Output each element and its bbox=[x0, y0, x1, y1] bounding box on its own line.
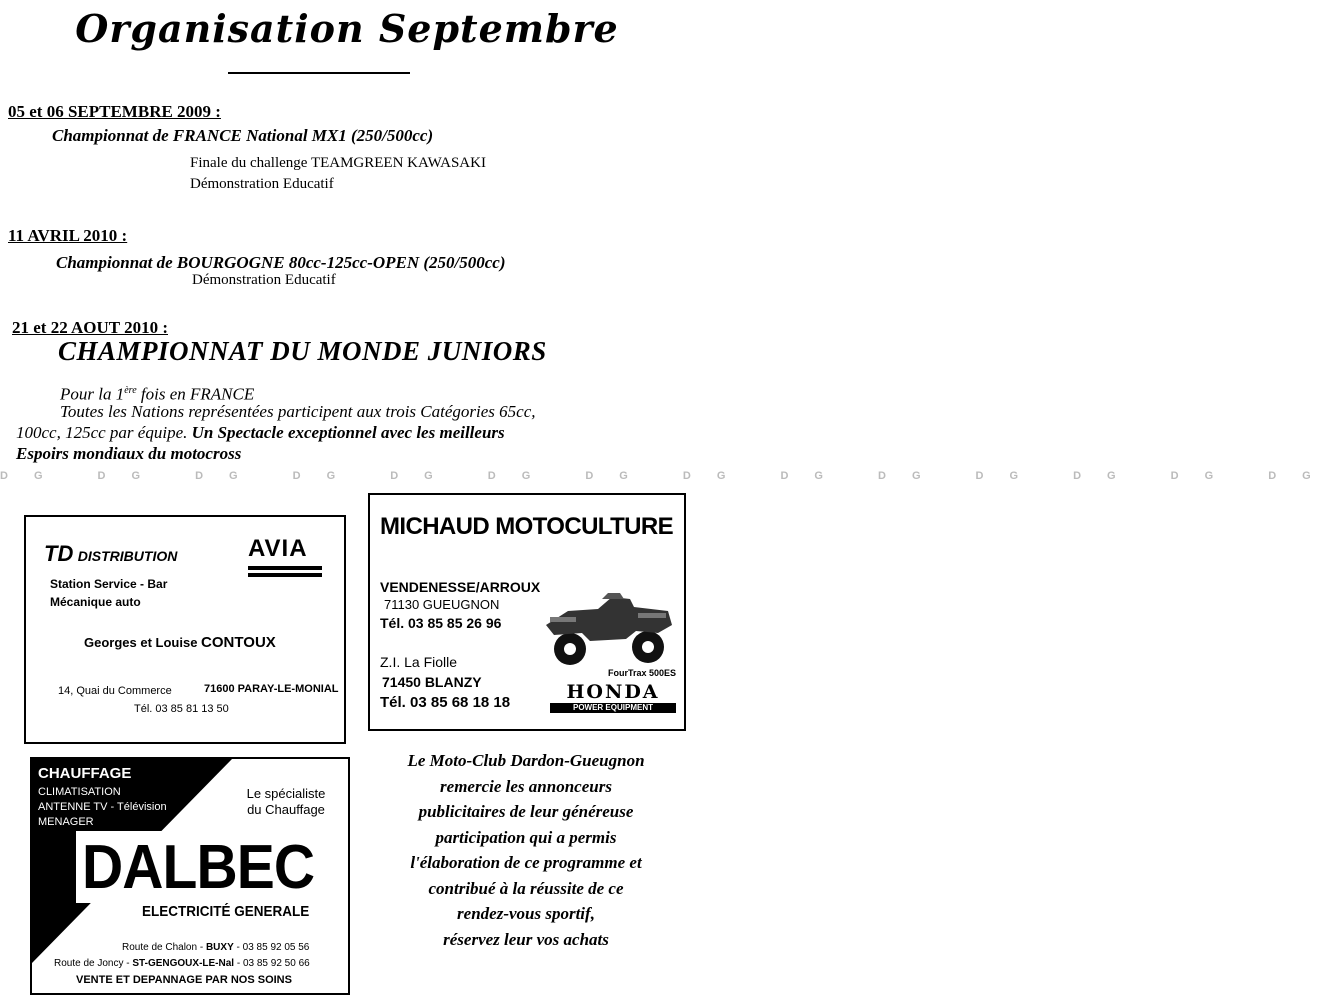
td-service: Station Service - Bar bbox=[50, 577, 168, 591]
dalbec-category: CLIMATISATION bbox=[38, 786, 121, 798]
dalbec-category: ANTENNE TV - Télévision bbox=[38, 801, 167, 813]
closing-message: Le Moto-Club Dardon-Gueugnon remercie les annonceurs publicitaires de leur généreuse participation qui a permis l'élaboration de ce programme et contribué à la réussite de ce rendez-vous sportif, réservez leur vos achats bbox=[407, 751, 645, 949]
event-date: 05 et 06 SEPTEMBRE 2009 : bbox=[8, 102, 221, 121]
dalbec-category: CHAUFFAGE bbox=[38, 765, 132, 782]
ad-dalbec bbox=[30, 757, 350, 995]
event-detail: Finale du challenge TEAMGREEN KAWASAKI bbox=[190, 155, 486, 171]
dalbec-footer: VENTE ET DEPANNAGE PAR NOS SOINS bbox=[76, 974, 292, 986]
michaud-phone: Tél. 03 85 68 18 18 bbox=[380, 694, 511, 711]
td-service: Mécanique auto bbox=[50, 595, 141, 609]
event-date: 11 AVRIL 2010 : bbox=[8, 226, 128, 245]
td-address: 14, Quai du Commerce bbox=[58, 685, 172, 697]
page-title: Organisation Septembre bbox=[75, 6, 619, 51]
td-owners: Georges et Louise CONTOUX bbox=[84, 634, 276, 651]
michaud-location: Z.I. La Fiolle bbox=[380, 654, 458, 670]
event-date: 21 et 22 AOUT 2010 : bbox=[12, 318, 168, 337]
michaud-location: VENDENESSE/ARROUX bbox=[380, 579, 541, 595]
ad-td-distribution bbox=[24, 515, 346, 744]
dalbec-address: Route de Joncy - ST-GENGOUX-LE-Nal - 03 85 92 50 66 bbox=[54, 958, 310, 969]
michaud-title: MICHAUD MOTOCULTURE bbox=[380, 513, 674, 540]
td-brand: TD DISTRIBUTION bbox=[44, 541, 178, 566]
event-text: Espoirs mondiaux du motocross bbox=[16, 444, 242, 463]
atv-model: FourTrax 500ES bbox=[608, 668, 677, 678]
michaud-location: 71130 GUEUGNON bbox=[384, 597, 500, 612]
td-city: 71600 PARAY-LE-MONIAL bbox=[204, 683, 339, 695]
honda-logo: HONDA POWER EQUIPMENT bbox=[550, 681, 676, 713]
event-championship: Championnat de BOURGOGNE 80cc-125cc-OPEN (250/500cc) bbox=[56, 253, 506, 272]
atv-illustration bbox=[538, 591, 678, 667]
title-underline bbox=[228, 72, 410, 74]
ad-michaud-motoculture bbox=[368, 493, 686, 731]
dalbec-specialist: Le spécialiste du Chauffage bbox=[246, 786, 326, 817]
event-text: Toutes les Nations représentées participent aux trois Catégories 65cc, bbox=[60, 402, 536, 421]
event-detail: Démonstration Educatif bbox=[190, 176, 334, 192]
dalbec-name: DALBEC bbox=[82, 833, 315, 902]
event-championship: CHAMPIONNAT DU MONDE JUNIORS bbox=[58, 336, 547, 366]
michaud-phone: Tél. 03 85 85 26 96 bbox=[380, 615, 502, 631]
dalbec-tagline: ELECTRICITÉ GENERALE bbox=[142, 903, 310, 920]
avia-logo: AVIA bbox=[248, 535, 322, 577]
event-text: Pour la 1ère fois en FRANCE bbox=[60, 384, 255, 404]
event-detail: Démonstration Educatif bbox=[192, 272, 336, 288]
dalbec-address: Route de Chalon - BUXY - 03 85 92 05 56 bbox=[122, 942, 310, 953]
event-text: 100cc, 125cc par équipe. Un Spectacle exceptionnel avec les meilleurs bbox=[16, 423, 505, 442]
michaud-location: 71450 BLANZY bbox=[382, 674, 482, 690]
dalbec-category: MENAGER bbox=[38, 816, 94, 828]
watermark-strip: DG DG DG DG DG DG DG DG DG DG DG DG DG DG bbox=[0, 470, 1337, 482]
event-championship: Championnat de FRANCE National MX1 (250/500cc) bbox=[52, 126, 434, 145]
td-phone: Tél. 03 85 81 13 50 bbox=[134, 703, 229, 715]
